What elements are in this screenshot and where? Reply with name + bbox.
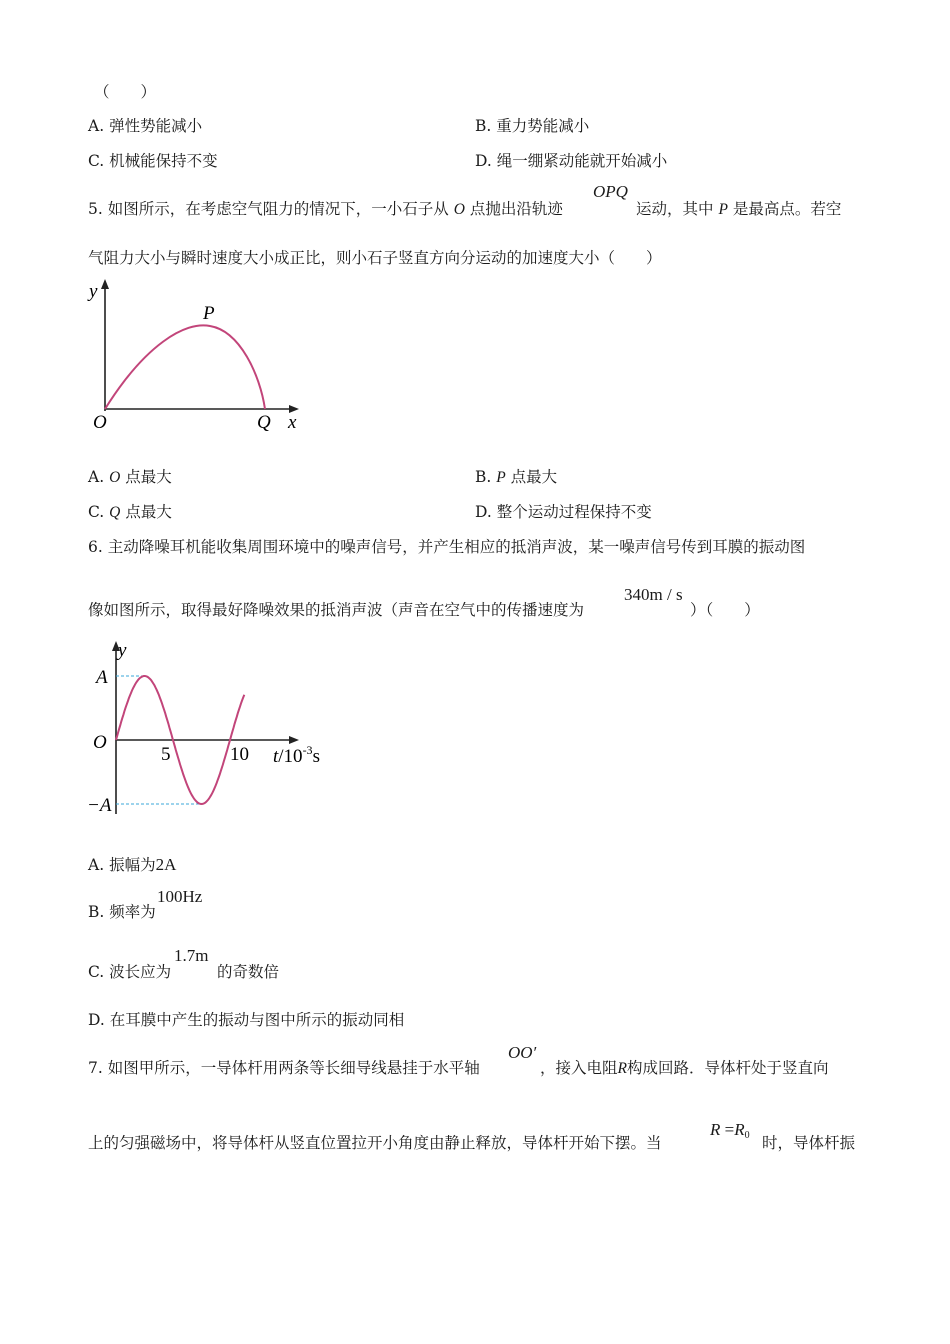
q5-end-label: Q (257, 412, 271, 433)
q5-point-p: P (718, 201, 728, 218)
q7-stem-line1 (88, 1058, 480, 1078)
q6-option-c[interactable]: C. 波长应为 (88, 963, 172, 981)
q6-t-axis-s: s (312, 746, 320, 767)
q7-text-b: ，接入电阻 (540, 1059, 618, 1077)
q6-option-d[interactable]: D. 在耳膜中产生的振动与图中所示的振动同相 (88, 1011, 405, 1029)
q6-t-axis-exp: -3 (302, 743, 313, 757)
q5-text-c: 运动，其中 (636, 200, 714, 218)
q5-option-c[interactable]: C. Q 点最大 (88, 503, 172, 521)
q5-option-a-letter: O (109, 469, 121, 486)
q4-option-a[interactable]: A. 弹性势能减小 (88, 117, 203, 135)
q6-option-a-text: 振幅为 (109, 856, 156, 874)
q5-option-d-text: 整个运动过程保持不变 (496, 503, 652, 521)
q6-stem-line1 (88, 537, 805, 557)
q7-stem-line1-end (540, 1058, 829, 1079)
q6-vibration-figure (85, 636, 345, 821)
q5-number: 5. (88, 200, 103, 218)
q5-option-c-text: 点最大 (125, 503, 172, 521)
q6-t-axis-italic: t (273, 746, 279, 767)
q7-stem-line2-end: 时，导体杆振 (762, 1134, 856, 1152)
q5-option-a-text: 点最大 (125, 468, 172, 486)
q5-point-o: O (453, 201, 465, 218)
q5-x-label: x (288, 412, 297, 433)
q4-option-c[interactable]: C. 机械能保持不变 (88, 152, 218, 170)
q5-option-b-text: 点最大 (510, 468, 558, 486)
q4-option-d-text: 绳一绷紧动能就开始减小 (496, 152, 668, 170)
q6-option-a[interactable]: A. 振幅为2A (88, 855, 177, 874)
q7-stem-line2: 上的匀强磁场中，将导体杆从竖直位置拉开小角度由静止释放，导体杆开始下摆。当 (88, 1134, 662, 1152)
q6-t-axis-unit: /10 (278, 746, 303, 767)
q5-y-label: y (89, 281, 98, 302)
q5-option-d[interactable]: D. 整个运动过程保持不变 (475, 503, 652, 521)
q6-tick-5: 5 (161, 744, 171, 765)
q7-text-c: 构成回路．导体杆处于竖直向 (626, 1059, 829, 1077)
q5-peak-label: P (203, 303, 215, 324)
q5-trajectory-figure (85, 275, 315, 435)
q7-cond-r0: R (734, 1120, 745, 1139)
q5-option-a[interactable]: A. O 点最大 (88, 468, 172, 486)
q6-a-label: A (96, 667, 108, 688)
q6-neg-a-label: −A (87, 795, 112, 816)
q4-option-a-text: 弹性势能减小 (109, 117, 203, 135)
q6-option-c-text: 波长应为 (109, 963, 172, 981)
q5-option-c-letter: Q (109, 504, 121, 521)
q5-option-b-letter: P (496, 469, 506, 486)
q6-option-a-value (156, 855, 177, 874)
q5-option-b[interactable]: B. P 点最大 (475, 468, 558, 486)
q6-number: 6. (88, 538, 103, 556)
q4-option-b-text: 重力势能减小 (496, 117, 590, 135)
q5-stem-line2: 气阻力大小与瞬时速度大小成正比，则小石子竖直方向分运动的加速度大小（ ） (88, 249, 662, 267)
q7-number: 7. (88, 1059, 103, 1077)
q5-path-formula: OPQ (593, 182, 628, 201)
q6-option-b-text: 频率为 (109, 903, 156, 921)
q6-option-b[interactable]: B. 频率为 (88, 903, 156, 921)
q6-tick-10: 10 (230, 744, 249, 765)
q4-option-b[interactable]: B. 重力势能减小 (475, 117, 590, 135)
q5-text-b: 点抛出沿轨迹 (469, 200, 563, 218)
q6-text-line1: 主动降噪耳机能收集周围环境中的噪声信号，并产生相应的抵消声波，某一噪声信号传到耳膜的振动图 (107, 538, 806, 556)
q5-text-a: 如图所示，在考虑空气阻力的情况下，一小石子从 (107, 200, 449, 218)
q5-stem-line1 (88, 199, 563, 220)
q6-y-label: y (118, 640, 127, 661)
q6-option-a-value-text: 2A (155, 855, 177, 874)
q5-text-d: 是最高点。若空 (732, 200, 842, 218)
q6-origin-label: O (93, 732, 107, 753)
q6-option-c-post: 的奇数倍 (217, 963, 280, 981)
q6-stem-line2: 像如图所示，取得最好降噪效果的抵消声波（声音在空气中的传播速度为 (88, 601, 585, 619)
q7-axis-formula: OO′ (508, 1043, 537, 1062)
q4-option-c-text: 机械能保持不变 (109, 152, 218, 170)
q5-trajectory-curve (105, 325, 265, 409)
q7-condition-formula (710, 1120, 750, 1141)
q6-t-arrow (289, 736, 299, 744)
q6-option-c-value: 1.7m (174, 946, 209, 965)
q6-option-b-value: 100Hz (157, 887, 203, 906)
q5-stem-line1-end (636, 199, 841, 220)
q4-option-d[interactable]: D. 绳一绷紧动能就开始减小 (475, 152, 668, 170)
q7-cond-eq: = (724, 1120, 735, 1139)
q7-resistor-r: R (617, 1060, 627, 1077)
q4-bracket: （ ） (94, 83, 157, 101)
q7-cond-r: R (710, 1120, 721, 1139)
q5-origin-label: O (93, 412, 107, 433)
q6-speed-formula: 340m / s (624, 585, 683, 604)
q6-t-axis-label (273, 743, 320, 767)
q7-text-a: 如图甲所示，一导体杆用两条等长细导线悬挂于水平轴 (107, 1059, 480, 1077)
q6-stem-line2-end: ）（ ） (690, 601, 760, 619)
q7-cond-sub: 0 (744, 1130, 750, 1141)
q5-y-arrow (101, 279, 109, 289)
q6-option-d-text: 在耳膜中产生的振动与图中所示的振动同相 (109, 1011, 405, 1029)
